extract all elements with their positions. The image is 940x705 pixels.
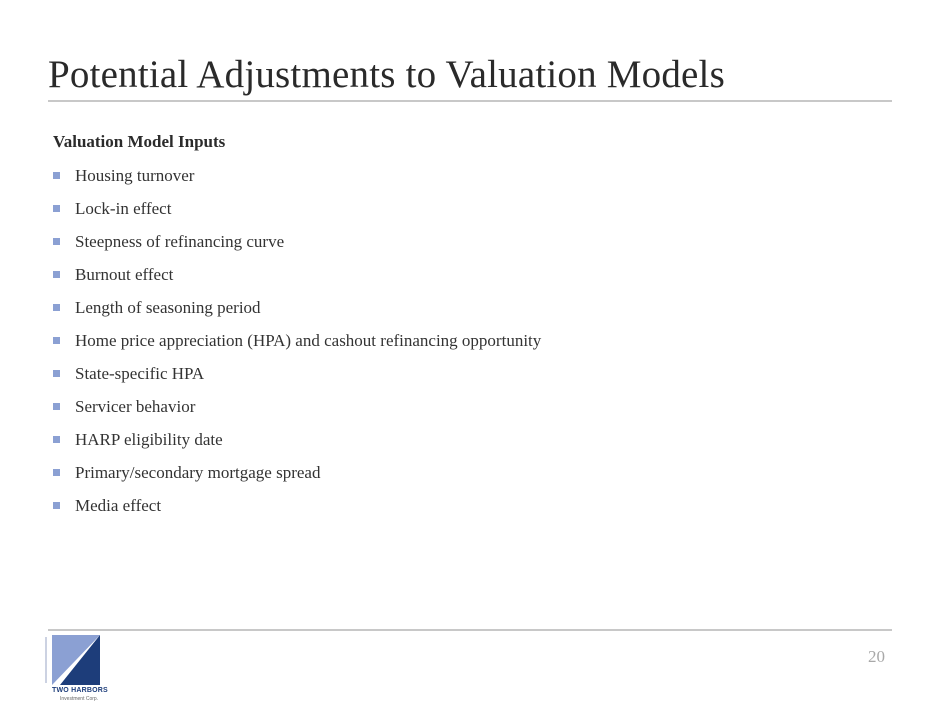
- title-divider: [48, 100, 892, 102]
- list-item: Steepness of refinancing curve: [53, 228, 541, 261]
- list-item: Media effect: [53, 492, 541, 525]
- list-item: HARP eligibility date: [53, 426, 541, 459]
- list-item: Burnout effect: [53, 261, 541, 294]
- section-heading: Valuation Model Inputs: [53, 132, 226, 151]
- list-item: Lock-in effect: [53, 195, 541, 228]
- page-number: 20: [868, 647, 885, 666]
- list-item: Servicer behavior: [53, 393, 541, 426]
- list-item: Primary/secondary mortgage spread: [53, 459, 541, 492]
- footer-divider: [48, 629, 892, 631]
- logo-tagline: Investment Corp.: [60, 696, 99, 702]
- list-item: Home price appreciation (HPA) and cashout refinancing opportunity: [53, 327, 541, 360]
- slide-title: Potential Adjustments to Valuation Models: [48, 53, 725, 96]
- list-item: State-specific HPA: [53, 360, 541, 393]
- logo-name: TWO HARBORS: [52, 687, 108, 694]
- bullet-list: [53, 162, 541, 525]
- list-item: Length of seasoning period: [53, 294, 541, 327]
- list-item: Housing turnover: [53, 162, 541, 195]
